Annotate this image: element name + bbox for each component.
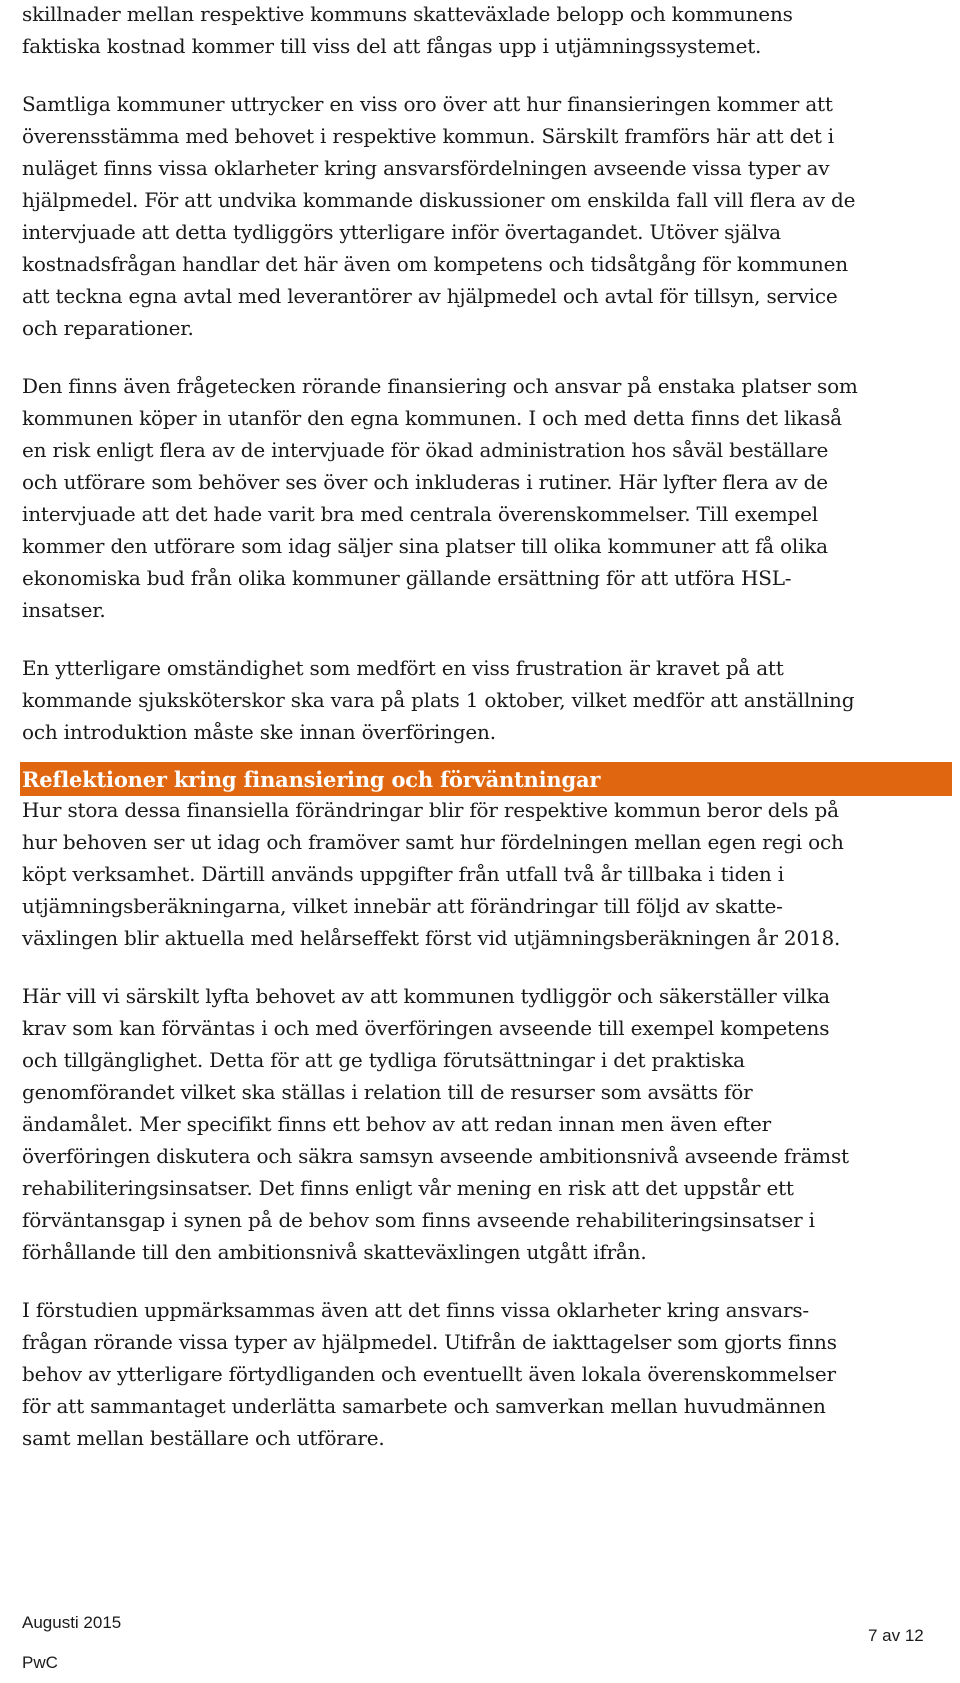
- text-line: En ytterligare omständighet som medfört en viss frustration är kravet på att: [22, 656, 784, 680]
- text-line: nuläget finns vissa oklarheter kring ansvarsfördelningen avseende vissa typer av: [22, 156, 830, 180]
- text-line: kommer den utförare som idag säljer sina platser till olika kommuner att få olika: [22, 534, 828, 558]
- text-line: Hur stora dessa finansiella förändringar blir för respektive kommun beror dels på: [22, 798, 839, 822]
- text-line: att teckna egna avtal med leverantörer av hjälpmedel och avtal för tillsyn, service: [22, 284, 838, 308]
- paragraph: [22, 88, 952, 344]
- section-heading-bar: [20, 762, 952, 796]
- text-line: ekonomiska bud från olika kommuner gällande ersättning för att utföra HSL-: [22, 566, 792, 590]
- text-line: och reparationer.: [22, 316, 194, 340]
- page-number: 7 av 12: [868, 1626, 924, 1645]
- text-line: överföringen diskutera och säkra samsyn avseende ambitionsnivå avseende främst: [22, 1144, 849, 1168]
- paragraph: [22, 1294, 952, 1454]
- paragraph: [22, 0, 952, 62]
- text-line: intervjuade att det hade varit bra med centrala överenskommelser. Till exempel: [22, 502, 818, 526]
- text-line: faktiska kostnad kommer till viss del att fångas upp i utjämningssystemet.: [22, 34, 762, 58]
- text-line: utjämningsberäkningarna, vilket innebär att förändringar till följd av skatte-: [22, 894, 783, 918]
- text-line: insatser.: [22, 598, 106, 622]
- paragraph: [22, 794, 952, 954]
- text-line: ändamålet. Mer specifikt finns ett behov av att redan innan men även efter: [22, 1112, 771, 1136]
- text-line: förväntansgap i synen på de behov som finns avseende rehabiliteringsinsatser i: [22, 1208, 815, 1232]
- text-line: en risk enligt flera av de intervjuade för ökad administration hos såväl beställare: [22, 438, 829, 462]
- text-line: intervjuade att detta tydliggörs ytterligare inför övertagandet. Utöver själva: [22, 220, 781, 244]
- text-line: hur behoven ser ut idag och framöver samt hur fördelningen mellan egen regi och: [22, 830, 844, 854]
- text-line: överensstämma med behovet i respektive kommun. Särskilt framförs här att det i: [22, 124, 835, 148]
- text-line: köpt verksamhet. Därtill används uppgifter från utfall två år tillbaka i tiden i: [22, 862, 784, 886]
- text-line: kostnadsfrågan handlar det här även om kompetens och tidsåtgång för kommunen: [22, 252, 848, 276]
- footer-org: PwC: [22, 1653, 58, 1672]
- text-line: behov av ytterligare förtydliganden och eventuellt även lokala överenskommelser: [22, 1362, 836, 1386]
- footer-date: Augusti 2015: [22, 1613, 122, 1632]
- document-page: [22, 0, 952, 1454]
- text-line: Den finns även frågetecken rörande finansiering och ansvar på enstaka platser som: [22, 374, 858, 398]
- text-line: kommande sjuksköterskor ska vara på plats 1 oktober, vilket medför att anställning: [22, 688, 855, 712]
- paragraph: [22, 980, 952, 1268]
- paragraph: [22, 370, 952, 626]
- text-line: I förstudien uppmärksammas även att det finns vissa oklarheter kring ansvars-: [22, 1298, 809, 1322]
- text-line: hjälpmedel. För att undvika kommande diskussioner om enskilda fall vill flera av de: [22, 188, 856, 212]
- text-line: skillnader mellan respektive kommuns skatteväxlade belopp och kommunens: [22, 2, 793, 26]
- text-line: och utförare som behöver ses över och inkluderas i rutiner. Här lyfter flera av de: [22, 470, 828, 494]
- text-line: växlingen blir aktuella med helårseffekt först vid utjämningsberäkningen år 2018.: [22, 926, 841, 950]
- text-line: och introduktion måste ske innan överföringen.: [22, 720, 496, 744]
- text-line: förhållande till den ambitionsnivå skatteväxlingen utgått ifrån.: [22, 1240, 647, 1264]
- text-line: krav som kan förväntas i och med överföringen avseende till exempel kompetens: [22, 1016, 830, 1040]
- text-line: kommunen köper in utanför den egna kommunen. I och med detta finns det likaså: [22, 406, 842, 430]
- section-heading: Reflektioner kring finansiering och förväntningar: [22, 766, 601, 792]
- text-line: genomförandet vilket ska ställas i relation till de resurser som avsätts för: [22, 1080, 753, 1104]
- text-line: och tillgänglighet. Detta för att ge tydliga förutsättningar i det praktiska: [22, 1048, 745, 1072]
- text-line: Här vill vi särskilt lyfta behovet av att kommunen tydliggör och säkerställer vilka: [22, 984, 830, 1008]
- text-line: frågan rörande vissa typer av hjälpmedel. Utifrån de iakttagelser som gjorts finns: [22, 1330, 837, 1354]
- text-line: Samtliga kommuner uttrycker en viss oro över att hur finansieringen kommer att: [22, 92, 833, 116]
- footer-left: [22, 1603, 121, 1683]
- paragraph: [22, 652, 952, 748]
- text-line: för att sammantaget underlätta samarbete och samverkan mellan huvudmännen: [22, 1394, 826, 1418]
- text-line: samt mellan beställare och utförare.: [22, 1426, 385, 1450]
- text-line: rehabiliteringsinsatser. Det finns enligt vår mening en risk att det uppstår ett: [22, 1176, 794, 1200]
